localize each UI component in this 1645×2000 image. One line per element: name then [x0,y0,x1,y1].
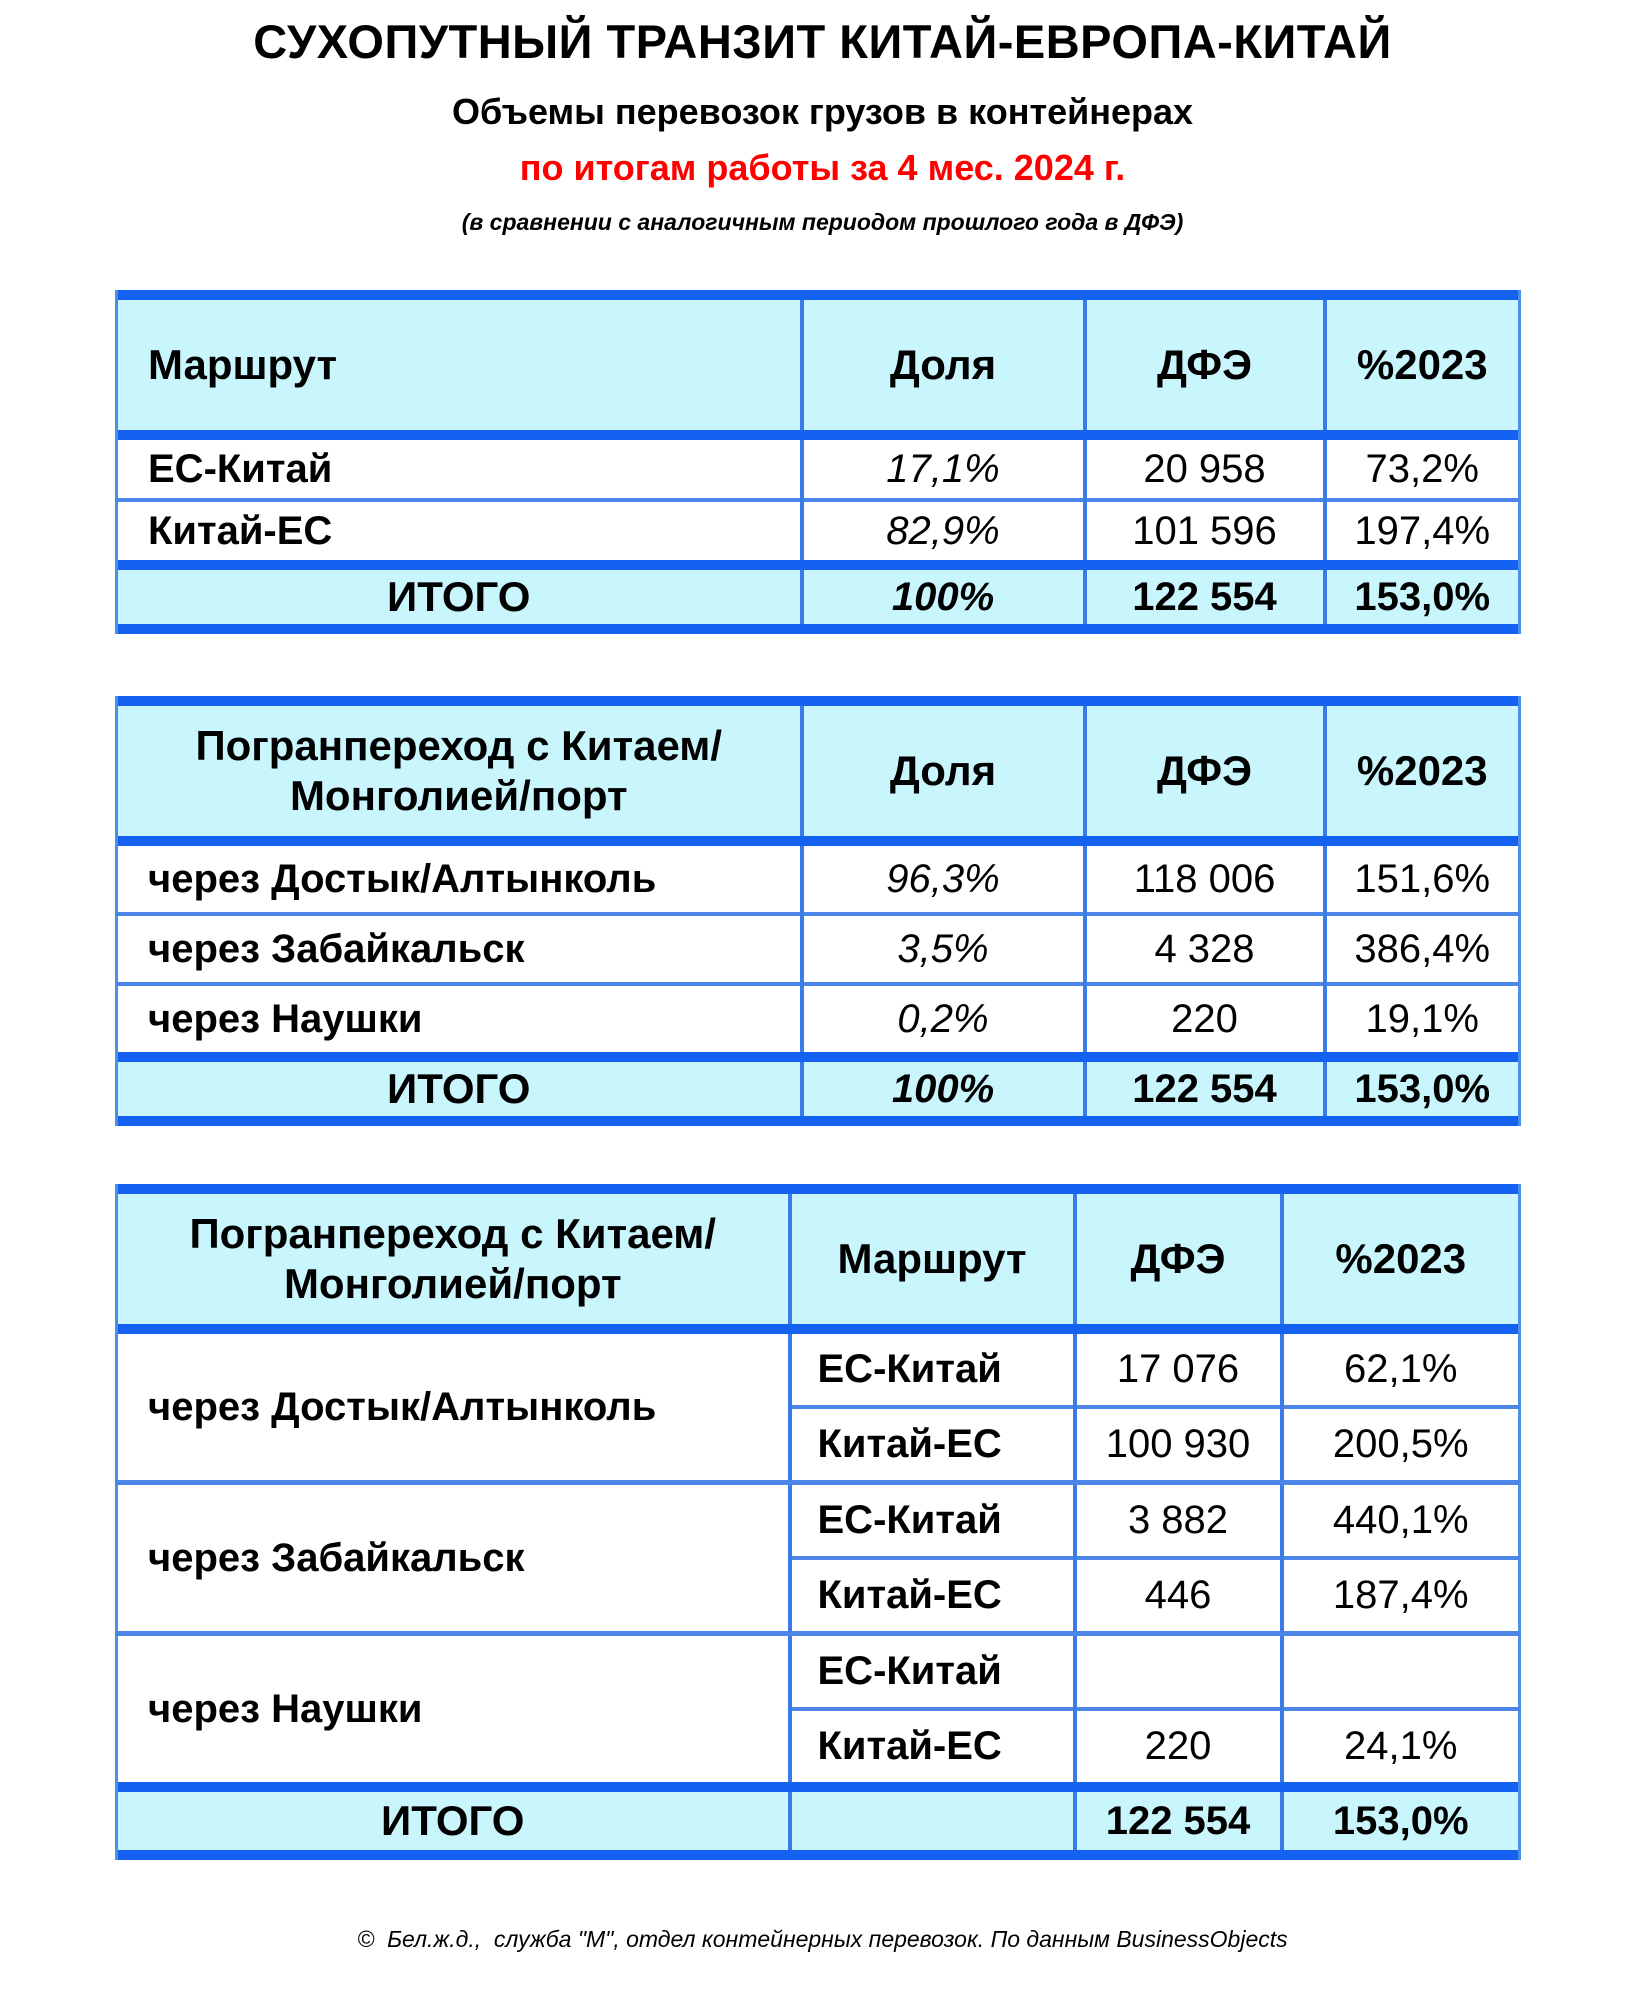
table-row [117,440,1520,500]
blue-bar [117,1782,1520,1792]
table-row [117,1634,1520,1710]
blue-bar-fill [117,430,1520,440]
blue-bar [117,1052,1520,1062]
blue-bar [117,836,1520,846]
blue-bar-fill [117,624,1520,634]
table-crossings [115,696,1521,1126]
cell-route-label: ЕС-Китай [148,446,333,491]
cell-pct: 151,6% [1325,846,1520,914]
blue-bar [117,430,1520,440]
cell-pct: 187,4% [1282,1558,1520,1634]
report-note: (в сравнении с аналогичным периодом прошлого года в ДФЭ) [461,209,1184,235]
cell-teu: 4 328 [1085,914,1325,984]
cell-teu: 220 [1075,1709,1282,1782]
blue-bar [117,560,1520,570]
table-header-row [117,706,1520,836]
cell-total-teu: 122 554 [1085,1062,1325,1116]
cell-share: 82,9% [802,500,1085,560]
blue-bar [117,696,1520,706]
cell-crossing-label: через Забайкальск [117,914,802,984]
blue-bar [117,624,1520,634]
blue-bar-fill [117,1324,1520,1334]
col-header-route: Маршрут [790,1194,1075,1324]
cell-total-pct: 153,0% [1325,1062,1520,1116]
blue-bar-fill [117,836,1520,846]
blue-bar [117,1324,1520,1334]
cell-pct: 440,1% [1282,1483,1520,1559]
cell-route: Китай-ЕС [790,1558,1075,1634]
col-header-share: Доля [802,300,1085,430]
cell-pct: 200,5% [1282,1407,1520,1483]
table-total-row [117,1792,1520,1850]
col-header-route: Маршрут [117,300,802,430]
blue-bar-fill [117,1184,1520,1194]
cell-share: 17,1% [802,440,1085,500]
cell-teu: 3 882 [1075,1483,1282,1559]
cell-total-route [790,1792,1075,1850]
cell-route: Китай-ЕС [790,1709,1075,1782]
report-title: СУХОПУТНЫЙ ТРАНЗИТ КИТАЙ-ЕВРОПА-КИТАЙ [253,15,1392,68]
cell-total-teu: 122 554 [1085,570,1325,624]
col-header-teu: ДФЭ [1075,1194,1282,1324]
cell-route: Китай-ЕС [790,1407,1075,1483]
blue-bar [117,1184,1520,1194]
cell-total-label: ИТОГО [117,1792,790,1850]
cell-total-label: ИТОГО [117,1062,802,1116]
table-row [117,500,1520,560]
footer-credit: © Бел.ж.д., служба "М", отдел контейнерных перевозок. По данным BusinessObjects [357,1926,1288,1952]
cell-pct [1282,1634,1520,1710]
cell-route: ЕС-Китай [790,1483,1075,1559]
table-row [117,1334,1520,1407]
report-subtitle: Объемы перевозок грузов в контейнерах [451,91,1194,132]
blue-bar [117,1116,1520,1126]
cell-total-teu: 122 554 [1075,1792,1282,1850]
cell-crossing-label: через Наушки [117,1634,790,1783]
table-row [117,1483,1520,1559]
col-header-crossing: Погранпереход с Китаем/Монголией/порт [117,706,802,836]
blue-bar-fill [117,1116,1520,1126]
table-header-row [117,1194,1520,1324]
cell-total-share: 100% [802,570,1085,624]
table-row [117,984,1520,1052]
blue-bar-fill [117,1850,1520,1860]
report-period: по итогам работы за 4 мес. 2024 г. [519,147,1126,188]
cell-share: 3,5% [802,914,1085,984]
blue-bar [117,290,1520,300]
cell-total-pct: 153,0% [1325,570,1520,624]
cell-pct: 19,1% [1325,984,1520,1052]
blue-bar-fill [117,696,1520,706]
cell-teu: 101 596 [1085,500,1325,560]
cell-crossing-label: через Наушки [117,984,802,1052]
col-header-teu: ДФЭ [1085,300,1325,430]
col-header-pct2023: %2023 [1325,706,1520,836]
cell-teu: 100 930 [1075,1407,1282,1483]
blue-bar-fill [117,1052,1520,1062]
cell-pct: 24,1% [1282,1709,1520,1782]
cell-pct: 62,1% [1282,1334,1520,1407]
cell-total-label: ИТОГО [117,570,802,624]
blue-bar [117,1850,1520,1860]
cell-share: 0,2% [802,984,1085,1052]
cell-pct: 73,2% [1325,440,1520,500]
cell-teu: 17 076 [1075,1334,1282,1407]
cell-route-label: Китай-ЕС [117,500,802,560]
table-row [117,846,1520,914]
cell-crossing-label: через Достык/Алтынколь [148,856,657,901]
table-routes [115,290,1521,634]
cell-pct: 386,4% [1325,914,1520,984]
table-header-row [117,300,1520,430]
col-header-pct2023: %2023 [1282,1194,1520,1324]
blue-bar-fill [117,560,1520,570]
cell-pct: 197,4% [1325,500,1520,560]
cell-route: ЕС-Китай [790,1634,1075,1710]
col-header-teu: ДФЭ [1085,706,1325,836]
cell-crossing-label: через Забайкальск [117,1483,790,1634]
table-crossings-by-route [115,1184,1521,1860]
cell-teu: 118 006 [1085,846,1325,914]
blue-bar-fill [117,1782,1520,1792]
cell-route: ЕС-Китай [790,1334,1075,1407]
table-total-row [117,1062,1520,1116]
col-header-share: Доля [802,706,1085,836]
table-row [117,914,1520,984]
cell-teu: 446 [1075,1558,1282,1634]
cell-crossing-label: через Достык/Алтынколь [148,1384,657,1429]
cell-teu [1075,1634,1282,1710]
cell-total-pct: 153,0% [1282,1792,1520,1850]
blue-bar-fill [117,290,1520,300]
col-header-pct2023: %2023 [1325,300,1520,430]
cell-total-share: 100% [802,1062,1085,1116]
cell-share: 96,3% [802,846,1085,914]
col-header-crossing: Погранпереход с Китаем/Монголией/порт [117,1194,790,1324]
table-total-row [117,570,1520,624]
cell-teu: 20 958 [1085,440,1325,500]
cell-teu: 220 [1085,984,1325,1052]
